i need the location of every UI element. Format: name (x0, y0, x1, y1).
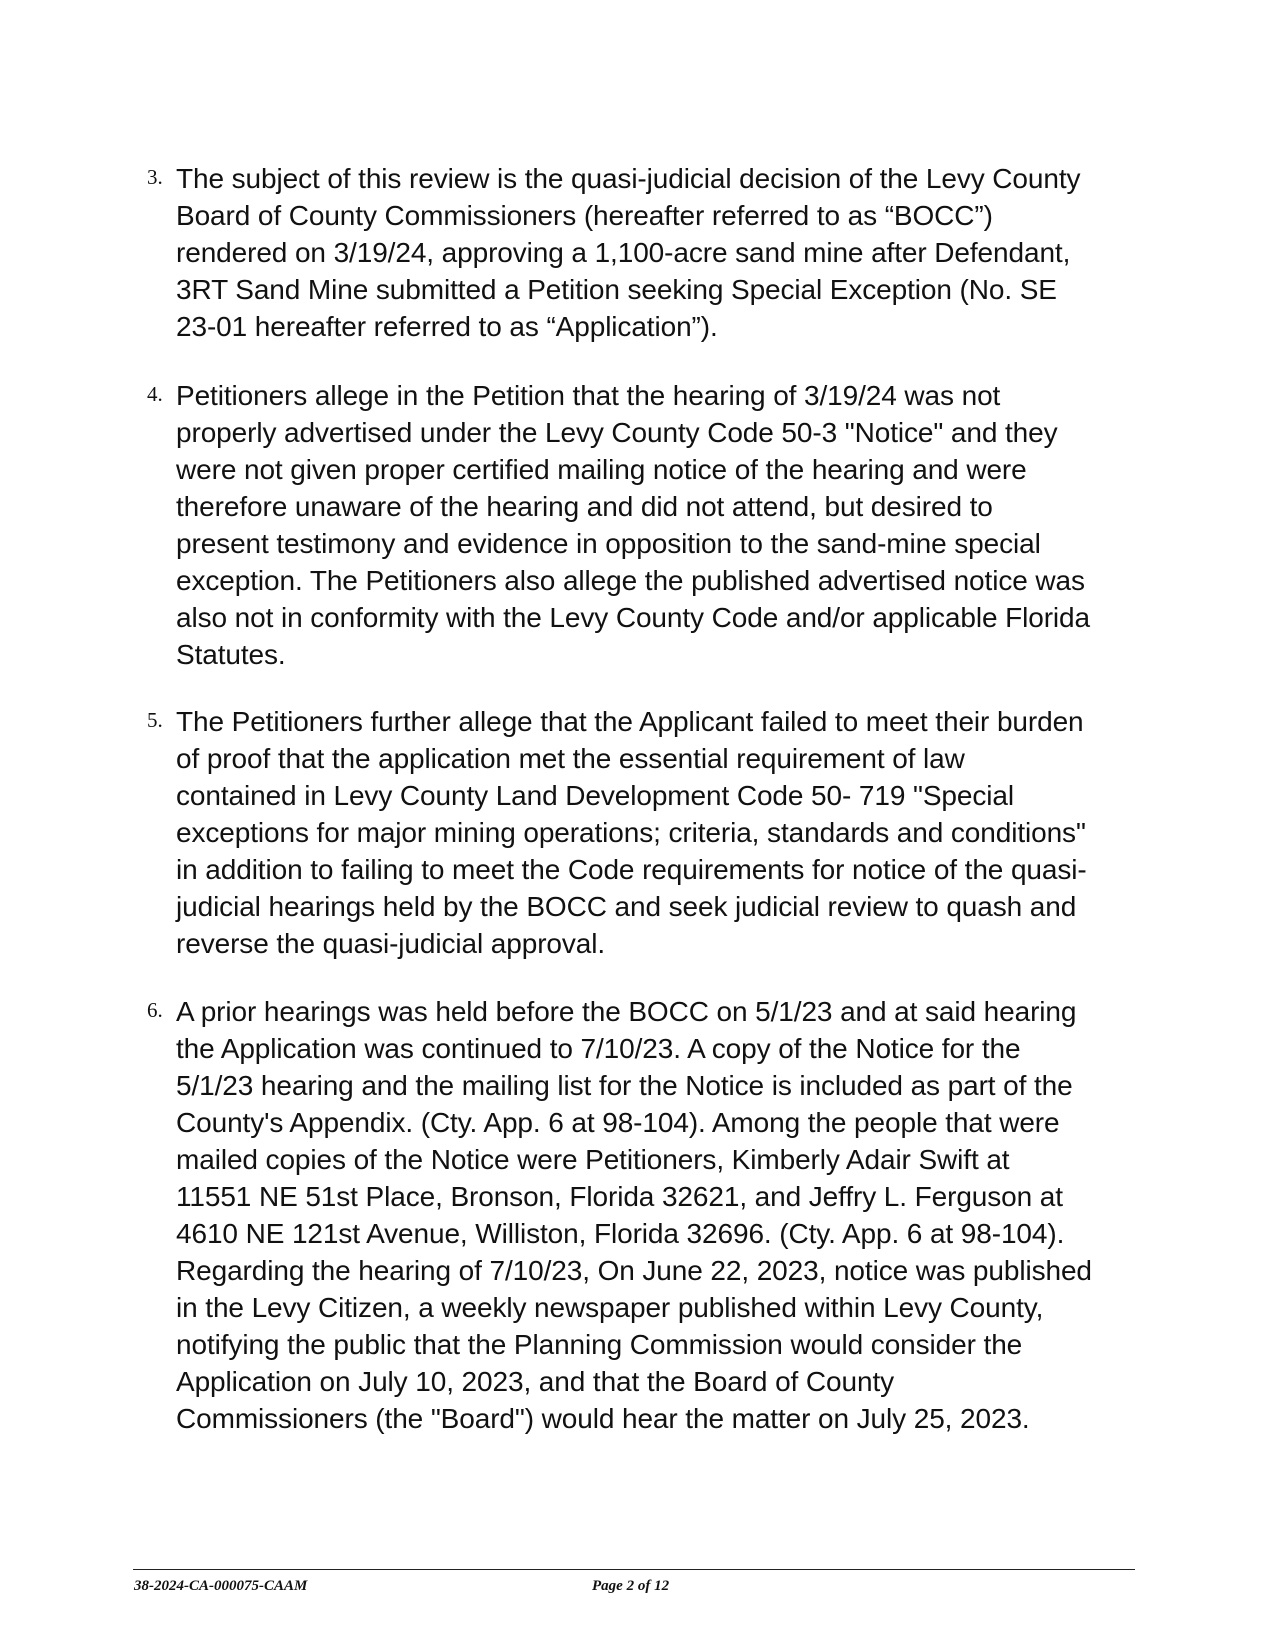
paragraph-line: The subject of this review is the quasi-judicial decision of the Levy County (176, 163, 1081, 194)
paragraph-line: 4610 NE 121st Avenue, Williston, Florida 32696. (Cty. App. 6 at 98-104). (176, 1218, 1065, 1249)
paragraph-line: therefore unaware of the hearing and did not attend, but desired to (176, 491, 993, 522)
paragraph-line: the Application was continued to 7/10/23. A copy of the Notice for the (176, 1033, 1021, 1064)
paragraph-line: 5/1/23 hearing and the mailing list for the Notice is included as part of the (176, 1070, 1073, 1101)
paragraph-number: 5. (147, 708, 163, 732)
case-number: 38-2024-CA-000075-CAAM (134, 1578, 308, 1594)
paragraph-line: judicial hearings held by the BOCC and seek judicial review to quash and (176, 891, 1077, 922)
paragraph-line: mailed copies of the Notice were Petitioners, Kimberly Adair Swift at (176, 1144, 1010, 1175)
paragraph-line: Board of County Commissioners (hereafter referred to as “BOCC”) (176, 200, 993, 231)
paragraph-number: 4. (147, 382, 163, 406)
paragraph-line: reverse the quasi-judicial approval. (176, 928, 606, 959)
paragraph-line: 3RT Sand Mine submitted a Petition seeking Special Exception (No. SE (176, 274, 1057, 305)
paragraph-line: Application on July 10, 2023, and that the Board of County (176, 1366, 895, 1397)
paragraph-line: 11551 NE 51st Place, Bronson, Florida 32621, and Jeffry L. Ferguson at (176, 1181, 1063, 1212)
paragraph-line: County's Appendix. (Cty. App. 6 at 98-104). Among the people that were (176, 1107, 1060, 1138)
paragraph-line: in the Levy Citizen, a weekly newspaper published within Levy County, (176, 1292, 1044, 1323)
paragraph-line: Statutes. (176, 639, 286, 670)
paragraph-line: exception. The Petitioners also allege the published advertised notice was (176, 565, 1085, 596)
paragraph-line: Commissioners (the "Board") would hear the matter on July 25, 2023. (176, 1403, 1030, 1434)
paragraph-line: The Petitioners further allege that the Applicant failed to meet their burden (176, 706, 1084, 737)
paragraph-line: present testimony and evidence in opposition to the sand-mine special (176, 528, 1041, 559)
paragraph-line: 23-01 hereafter referred to as “Application”). (176, 311, 718, 342)
paragraph-line: A prior hearings was held before the BOCC on 5/1/23 and at said hearing (176, 996, 1077, 1027)
page-number: Page 2 of 12 (592, 1578, 670, 1594)
paragraph-line: Petitioners allege in the Petition that the hearing of 3/19/24 was not (176, 380, 1001, 411)
paragraph-line: of proof that the application met the essential requirement of law (176, 743, 965, 774)
paragraph-number: 3. (147, 165, 163, 189)
paragraph-line: Regarding the hearing of 7/10/23, On June 22, 2023, notice was published (176, 1255, 1092, 1286)
footer-divider (133, 1569, 1135, 1570)
paragraph-line: also not in conformity with the Levy County Code and/or applicable Florida (176, 602, 1090, 633)
paragraph-line: were not given proper certified mailing notice of the hearing and were (176, 454, 1027, 485)
paragraph-line: exceptions for major mining operations; criteria, standards and conditions" (176, 817, 1086, 848)
paragraph-line: notifying the public that the Planning Commission would consider the (176, 1329, 1023, 1360)
paragraph-line: properly advertised under the Levy County Code 50-3 "Notice" and they (176, 417, 1058, 448)
paragraph-line: contained in Levy County Land Development Code 50- 719 "Special (176, 780, 1014, 811)
paragraph-line: rendered on 3/19/24, approving a 1,100-acre sand mine after Defendant, (176, 237, 1071, 268)
paragraph-number: 6. (147, 998, 163, 1022)
paragraph-line: in addition to failing to meet the Code requirements for notice of the quasi- (176, 854, 1087, 885)
